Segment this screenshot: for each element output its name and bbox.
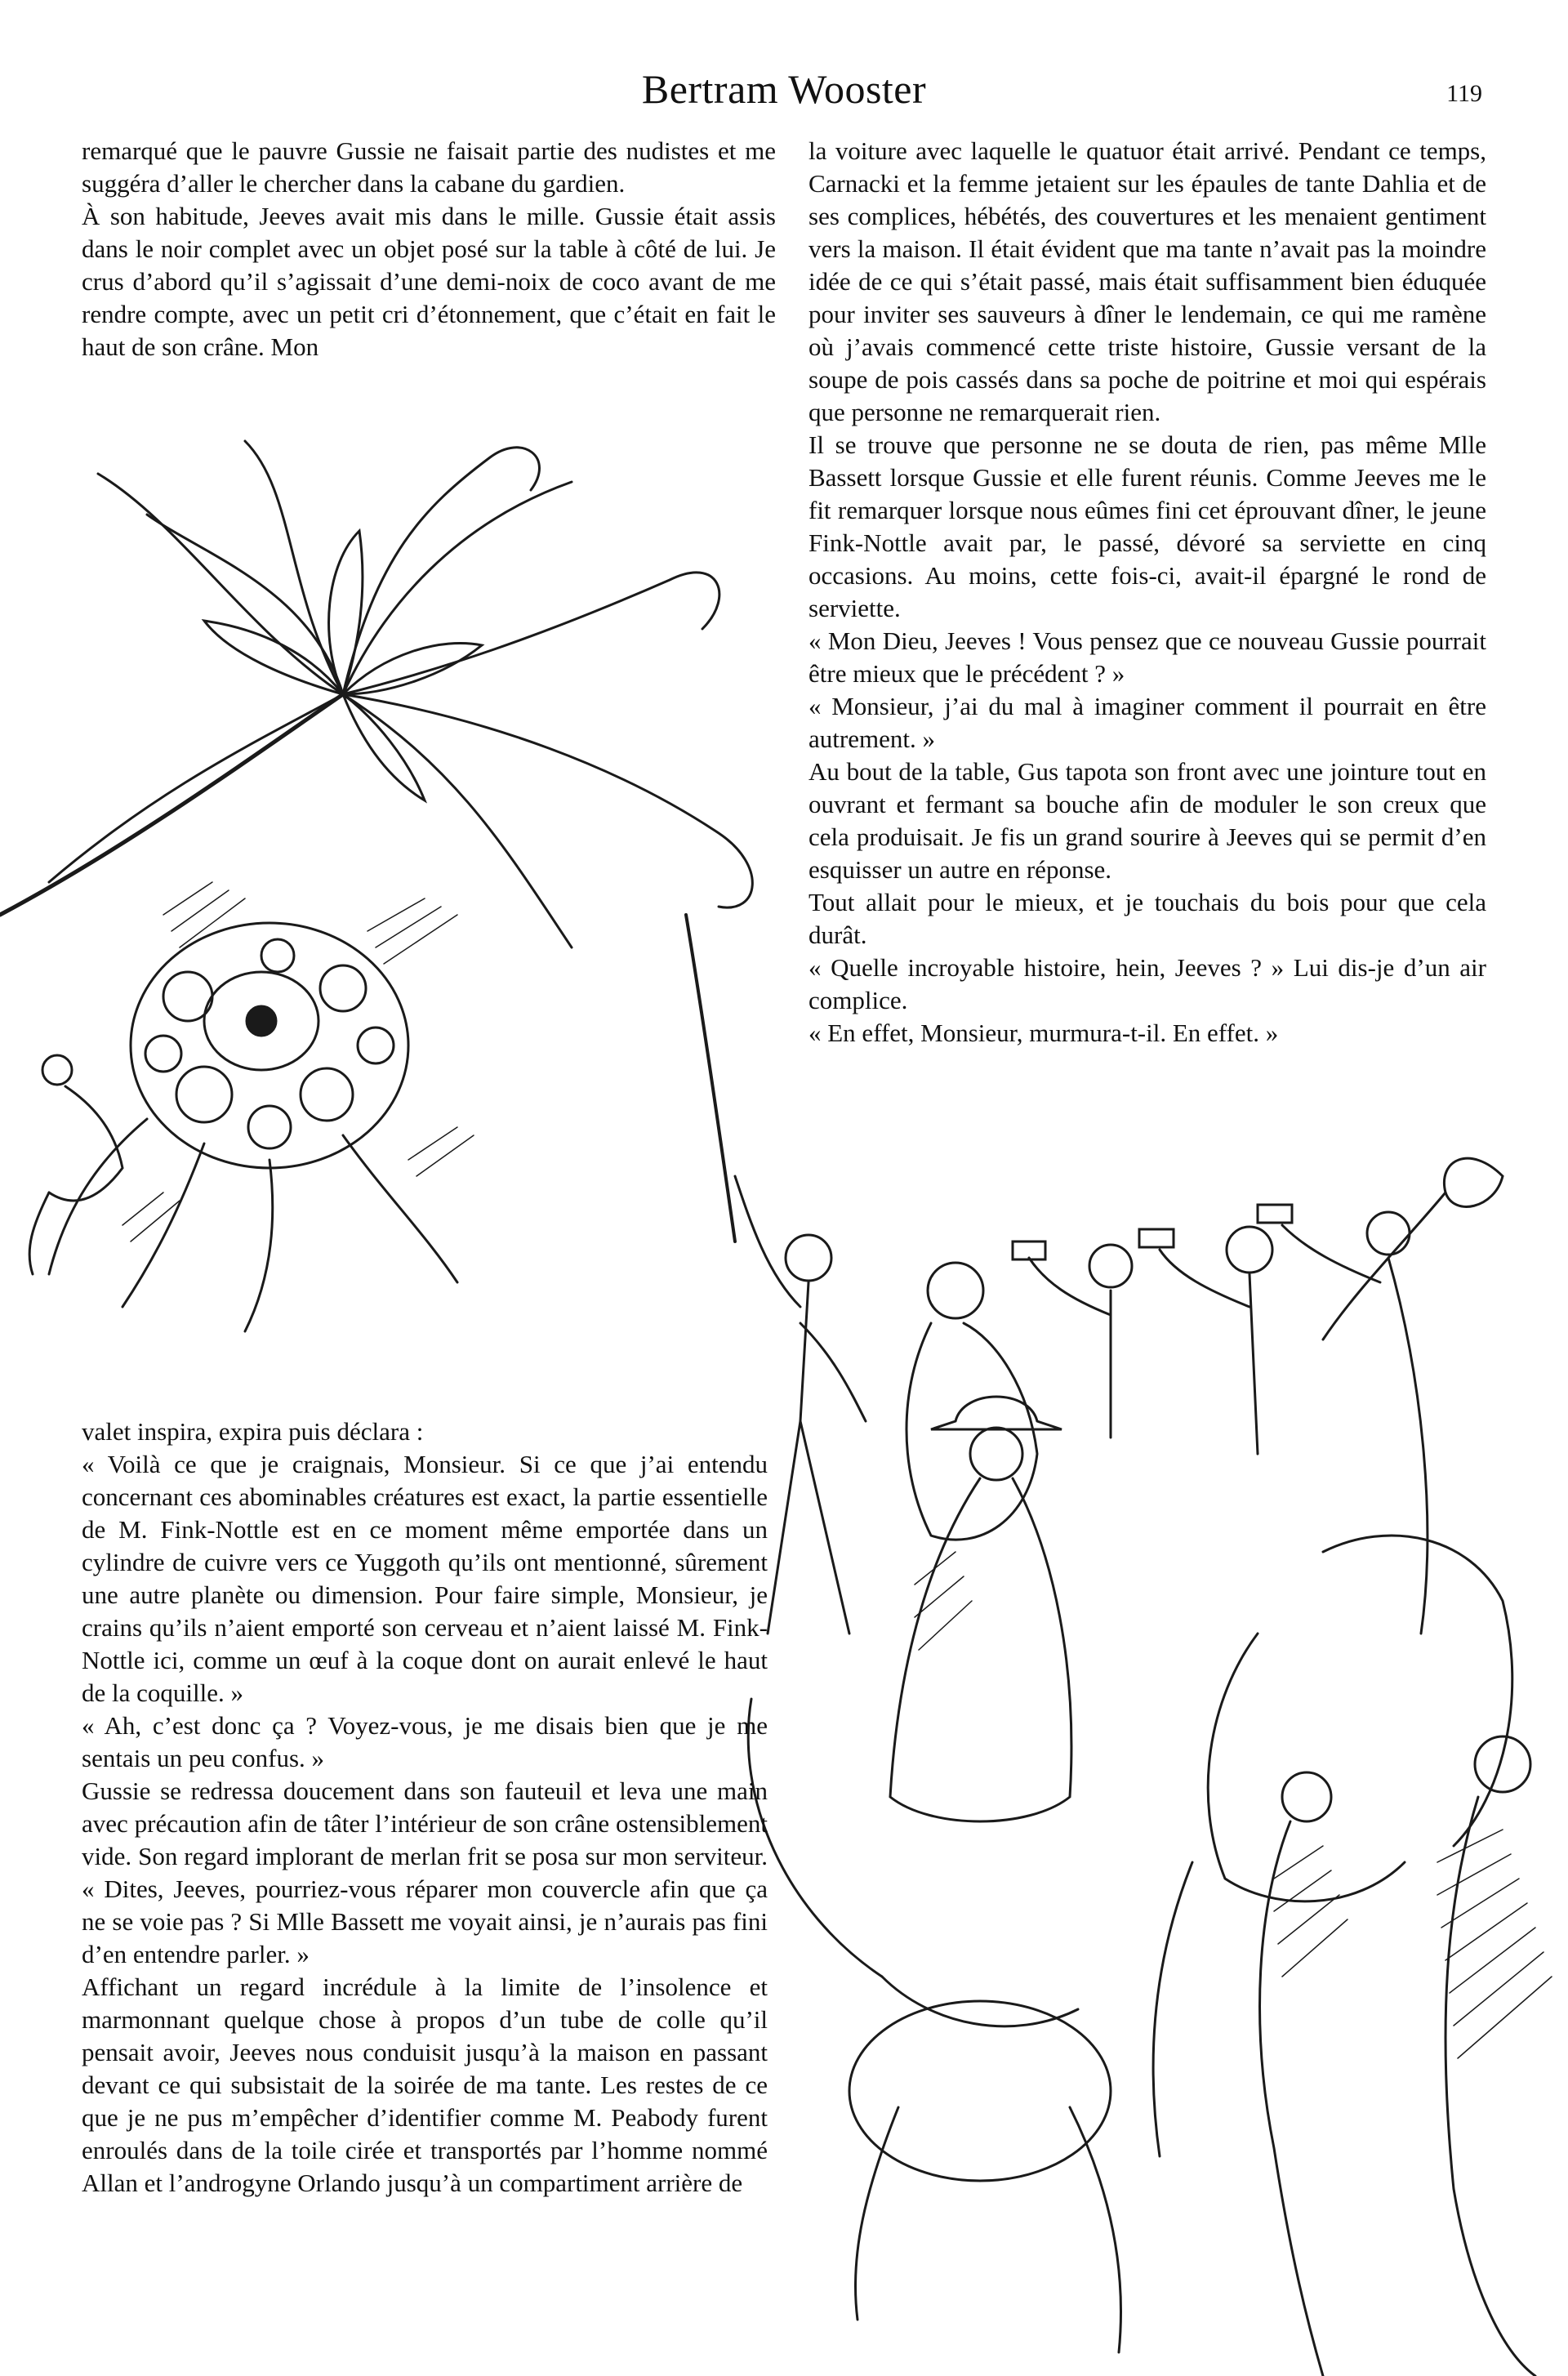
text-column-right [808,135,1486,1082]
page-number: 119 [1446,80,1482,107]
crowd-illustration [686,1127,1568,2376]
page-header [0,65,1568,123]
dialogue-line: « Quelle incroyable histoire, hein, Jeeves ? » Lui dis-je d’un air complice. [808,953,1486,1014]
text-column-left-bottom [82,1415,768,2347]
paragraph: Il se trouve que personne ne se douta de rien, pas même Mlle Bassett lorsque Gussie et elle furent réunis. Comme Jeeves me le fit remarquer lorsque nous eûmes fini cet éprouvant dîner, le jeune Fink-Nottle avait par, le passé, dévoré sa serviette en cinq occasions. Au moins, cette fois-ci, avait-il épargné le rond de serviette. [808,430,1486,622]
paragraph: la voiture avec laquelle le quatuor était arrivé. Pendant ce temps, Carnacki et la femme jetaient sur les épaules de tante Dahlia et de ses complices, hébétés, des couvertures et les menaient gentiment vers la maison. Il était évident que ma tante n’avait pas la moindre idée de ce qui s’était passé, mais était suffisamment bien éduquée pour inviter ses sauveurs à dîner le lendemain, ce qui me ramène où j’avais commencé cette triste histoire, Gussie versant de la soupe de pois cassés dans sa poche de poitrine et moi qui espérais que personne ne remarquerait rien. [808,136,1486,426]
running-title: Bertram Wooster [641,66,927,112]
dialogue-line: « En effet, Monsieur, murmura-t-il. En effet. » [808,1019,1279,1047]
dialogue-line: « Ah, c’est donc ça ? Voyez-vous, je me disais bien que je me sentais un peu confus. » [82,1711,768,1772]
dialogue-line: « Monsieur, j’ai du mal à imaginer comment il pourrait en être autrement. » [808,692,1486,753]
dialogue-line: « Voilà ce que je craignais, Monsieur. Si ce que j’ai entendu concernant ces abominables créatures est exact, la partie essentielle de M. Fink-Nottle est en ce moment même emportée dans un cylindre de cuivre vers ce Yuggoth qu’ils ont mentionné, sûrement une autre planète ou dimension. Pour faire simple, Monsieur, je crains qu’ils n’aient emporté son cerveau et n’aient laissé M. Fink-Nottle ici, comme un œuf à la coque dont on aurait enlevé le haut de la coquille. » [82,1450,768,1707]
paragraph: Gussie se redressa doucement dans son fauteuil et leva une main avec précaution afin de tâter l’intérieur de son crâne ostensiblement vide. Son regard implorant de merlan frit se posa sur mon serviteur. « Dites, Jeeves, pourriez-vous réparer mon couvercle afin que ça ne se voie pas ? Si Mlle Bassett me voyait ainsi, je n’aurais pas fini d’en entendre parler. » [82,1776,768,1968]
paragraph: remarqué que le pauvre Gussie ne faisait partie des nudistes et me suggéra d’aller le chercher dans la cabane du gardien. [82,136,776,198]
paragraph: Au bout de la table, Gus tapota son front avec une jointure tout en ouvrant et fermant sa bouche afin de moduler le son creux que cela produisait. Je fis un grand sourire à Jeeves qui se permit d’en esquisser un autre en réponse. [808,757,1486,884]
paragraph: À son habitude, Jeeves avait mis dans le mille. Gussie était assis dans le noir complet avec un objet posé sur la table à côté de lui. Je crus d’abord qu’il s’agissait d’une demi-noix de coco avant de me rendre compte, avec un petit cri d’étonnement, que c’était en fait le haut de son crâne. Mon [82,202,776,361]
text-column-left-top [82,135,776,404]
dialogue-line: « Mon Dieu, Jeeves ! Vous pensez que ce nouveau Gussie pourrait être mieux que le précédent ? » [808,626,1486,688]
crowd-sketch [686,1127,1568,2376]
paragraph: Affichant un regard incrédule à la limite de l’insolence et marmonnant quelque chose à propos d’un tube de colle qu’il pensait avoir, Jeeves nous conduisit jusqu’à la maison en passant devant ce qui subsistait de la soirée de ma tante. Les restes de ce que je ne pus m’empêcher d’identifier comme M. Peabody furent enroulés dans de la toile cirée et transportés par l’homme nommé Allan et l’androgyne Orlando jusqu’à un compartiment arrière de [82,1973,768,2197]
paragraph: valet inspira, expira puis déclara : [82,1417,424,1446]
paragraph: Tout allait pour le mieux, et je touchais du bois pour que cela durât. [808,888,1486,949]
